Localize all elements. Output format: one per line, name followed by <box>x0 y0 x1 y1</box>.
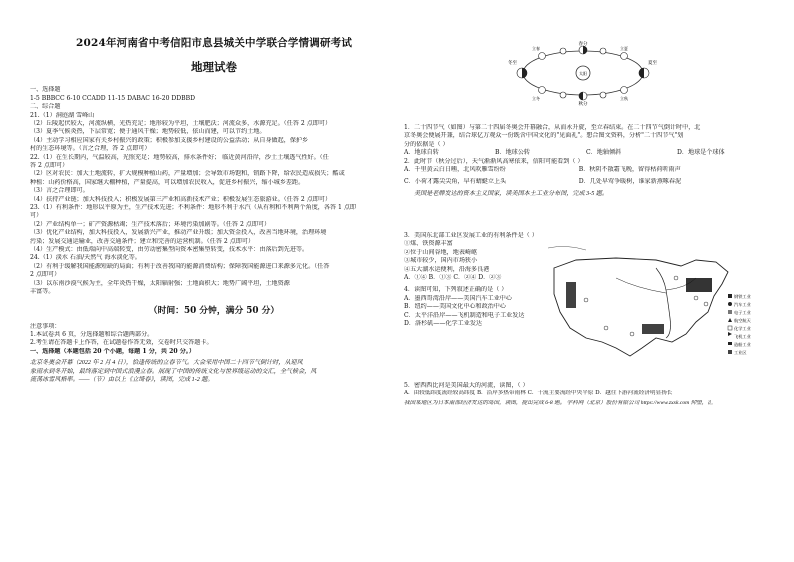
passage <box>30 359 398 384</box>
orbit-label: 立冬 <box>532 96 540 101</box>
q4-option[interactable]: B．纽约——美国文化中心和政治中心 <box>404 303 506 311</box>
q1-option[interactable]: D．地球是个球体 <box>677 149 725 157</box>
orbit-label: 夏至 <box>648 61 657 66</box>
map-legend-label: 飞机工业 <box>734 334 751 339</box>
answer-line: 23.（1）有利条件：地形以平原为主，生产技术先进；不利条件：地形不利于水汽（从有利和不利两个角度，各答 1 点即 <box>30 204 357 212</box>
q3-stem: 3．美国东北部工业区发展工业的有利条件是（ ） <box>404 232 538 239</box>
section-1-title: 一、选择题（本题包括 20 个小题，每题 1 分，共 20 分。） <box>30 347 195 355</box>
answer-lines <box>30 112 398 297</box>
note-line: 1.本试卷共 6 页，分选择题和综合题两部分。 <box>30 331 154 339</box>
q4-option[interactable]: D．洛杉矶——化学工业发达 <box>404 320 483 328</box>
q1-options <box>404 149 768 157</box>
q4-option[interactable]: C．太平洋沿岸——飞机制造和电子工业发达 <box>404 311 525 319</box>
answer-line: （2）产业结构单一；矿产资源枯竭；生产技术落后；环境污染加剧等。（任答 2 点即可） <box>30 220 271 228</box>
answer-section-2: 二、综合题 <box>30 103 61 111</box>
exam-subtitle: 地理试卷 <box>191 60 237 75</box>
orbit-label: 立秋 <box>620 96 628 101</box>
orbit-label: 秋分 <box>578 102 588 106</box>
map-legend-label: 钢铁工业 <box>734 294 751 299</box>
time-line: （时间：50 分钟，满分 50 分） <box>148 305 280 316</box>
orbit-label: 立春 <box>532 46 540 51</box>
note-line: 2.考生请在答题卡上作答，在试题卷作答无效，交卷时只交答题卡。 <box>30 339 213 347</box>
footer-line: 我国某地区为日本南部经济发达的岛国，读图，提出完成 6-8 题。 学科网（北京）股份有限公司 https://www.zxxk.com 仰望，汇 <box>404 400 713 407</box>
answer-line: 丰富等。 <box>30 288 55 296</box>
answer-section-1: 一、选择题 <box>30 86 61 94</box>
answer-line: （4）主动学习相应国家有关乡村振兴的政策；积极参加支援乡村建设的公益活动；从自身做起，保护乡 <box>30 136 309 144</box>
left-column <box>30 0 398 384</box>
passage-line: 象雨水到冬开始，最终落定到中国式浪漫立春。展现了中国的传统文化与世界级运动的交汇，全气候会，风 <box>30 368 317 375</box>
q5-block <box>404 382 768 408</box>
exam-title: 2024年河南省中考信阳市息县城关中学联合学情调研考试 <box>75 37 353 49</box>
map-legend-label: 造船工业 <box>734 342 751 347</box>
answer-line: 种植：山药价格高，国家继大棚种植，产量提高，可以增加农民收入，促进乡村振兴，缩小城乡差距。 <box>30 178 305 186</box>
orbit-label: 春分 <box>578 42 588 47</box>
q5-stem: 5．密西西比河是美国最大的河流，读图，（ ） <box>404 382 529 389</box>
questions-block <box>404 124 768 198</box>
orbit-label: 冬至 <box>508 61 517 66</box>
map-legend-label: 化学工业 <box>734 326 751 331</box>
answer-line: 村的生态环境等。（言之合理，答 2 点即可） <box>30 145 151 153</box>
answer-line: （4）扶持产业链；加大科技投入；积极发展第三产业和高新技术产业；积极发展生态旅游业。（任答 2 点即可） <box>30 195 332 203</box>
q4-stem: 4．读图可知，下列叙述正确的是（ ） <box>404 286 508 294</box>
answer-line: （3）夏季气候炎热，下层常宽；便于通风干燥；地势较低，依山而建，可以节约土地。 <box>30 128 266 136</box>
q3-item: ③城市较少，国内市场狭小 <box>404 257 478 265</box>
answer-line: 答 2 点即可） <box>30 162 69 169</box>
q2-option[interactable]: B．秋阴不散霜飞晚，留得枯荷听雨声 <box>578 166 681 174</box>
orbit-label: 立夏 <box>620 46 628 51</box>
map-intro: 美国是老牌发达的资本主义国家，读美国本土工业分布图，完成 3-5 题。 <box>414 190 608 197</box>
answer-line: （2）丘陵起伏较大，河流纵横，光热充足；地形较为平坦，土壤肥沃；河流众多，水源充足。（任答 2 点即可） <box>30 119 332 127</box>
q1-line: 1．二十四节气（如图）与第二十四届冬奥会开幕融合，从而永升旋，至立春结束。在二十四节气倒计时中，北 <box>404 124 701 131</box>
answer-line: 污染；发展交通运输业，改善交通条件；建立和完善的运营机制。（任答 2 点即可） <box>30 237 255 245</box>
answer-line: 可） <box>30 212 43 220</box>
q1-option[interactable]: A．地球自转 <box>404 149 439 157</box>
q2-stem: 2．此时节（秋分过后），天气渐渐风高寒依来，信阳可能看到（ ） <box>404 157 584 165</box>
q4-option[interactable]: A．墨西哥湾沿岸——美国汽车工业中心 <box>404 294 512 302</box>
answer-choice-line: 1-5 BBBCC 6-10 CCADD 11-15 DABAC 16-20 DDBBD <box>30 94 196 102</box>
notes-title: 注意事项： <box>30 322 61 330</box>
answer-line: 22.（1）在生长期内，气温较高，光照充足；地势较高，排水条件好； 临近黄河沿岸，沙土土壤透气性好。（任 <box>30 153 329 161</box>
answer-line: （2）有利于缓解我国能源短缺的局面；有利于改善我国的能源消费结构；保障我国能源进口来源多元化。（任答 <box>30 262 330 270</box>
answer-line: （2）区对农民：加大土地流转，扩大规模种植山药，产量增加；会导致市场饱和，销路下降，给农民造成损失；酷或 <box>30 170 345 178</box>
answer-line: 24.（1）淡水 石油/天然气 海水淡化等。 <box>30 254 141 262</box>
answer-line: （3）优化产业结构，加大科技投入，发展新兴产业，推动产业升级；加大资金投入，改善当地环境，治理环境 <box>30 229 327 237</box>
answer-line: 2 点即可） <box>30 271 61 279</box>
solar-terms-orbit-diagram <box>508 40 658 106</box>
q5-options[interactable]: A．由较低纬度流经较高纬度 B．沿岸多热带雨林 C．干流主要流经中央平原 D．越往下游河流经济明显扬长 <box>404 390 673 397</box>
q3-q4-block <box>404 232 544 328</box>
q2-option[interactable]: A．千里黄云白日曛，北风吹雁雪纷纷 <box>404 166 506 174</box>
q3-item: ①煤、铁资源丰富 <box>404 240 453 248</box>
q3-item: ④五大湖水运便利，沿海多良港 <box>404 265 490 273</box>
us-industry-map <box>546 238 756 378</box>
q2-option[interactable]: D．几处早莺争暖树，谁家新燕啄春泥 <box>578 177 682 185</box>
answer-line: （4）生产模式：由低端向中高端转变，由劳动密集型向资本密集型转变，技术水平：由落后到先进等。 <box>30 246 309 254</box>
q1-option[interactable]: B．地球公转 <box>495 149 530 157</box>
passage-line: 北京冬奥会开幕（2022 年 2 月 4 日），恰逢传统的立春节气。大会采用中国二十四节气倒计时，从迎风 <box>30 360 303 367</box>
map-legend-label: 工业区 <box>734 350 747 355</box>
q1-option[interactable]: C．地轴倾斜 <box>586 149 622 157</box>
answer-line: （3）言之合理即可。 <box>30 187 89 195</box>
map-legend-label: 汽车工业 <box>734 302 751 307</box>
q3-options[interactable]: A．①④ B．①③ C．②④ D．②③ <box>404 274 502 282</box>
orbit-label: 太阳 <box>579 71 587 76</box>
answer-line: （3）以东南沙漠气候为主，全年炎热干燥，太阳辐射强；土地面积大；地势广阔平坦，土地资源 <box>30 279 290 287</box>
map-legend-label: 电子工业 <box>734 310 751 315</box>
q1-line: 京冬奥会便展开兼，结合球亿万观众一份既含中国文化的"见面礼"。想合图文资料，分析"二十四节气"划 <box>404 132 684 140</box>
map-legend-label: 航空航天 <box>734 318 751 323</box>
answer-line: 21.（1）洞庭湖 雪峰山 <box>30 111 95 119</box>
q1-line: 分的依据是（ ） <box>404 140 449 148</box>
passage-line: 流荡冰雪风格率。——（节）由以上《立绮春》，读图，完成 1-2 题。 <box>30 377 214 384</box>
q3-item: ②位于山间谷地，地表崎岖 <box>404 248 478 256</box>
q2-option[interactable]: C．小荷才露尖尖角，早有蜻蜓立上头 <box>404 177 507 185</box>
